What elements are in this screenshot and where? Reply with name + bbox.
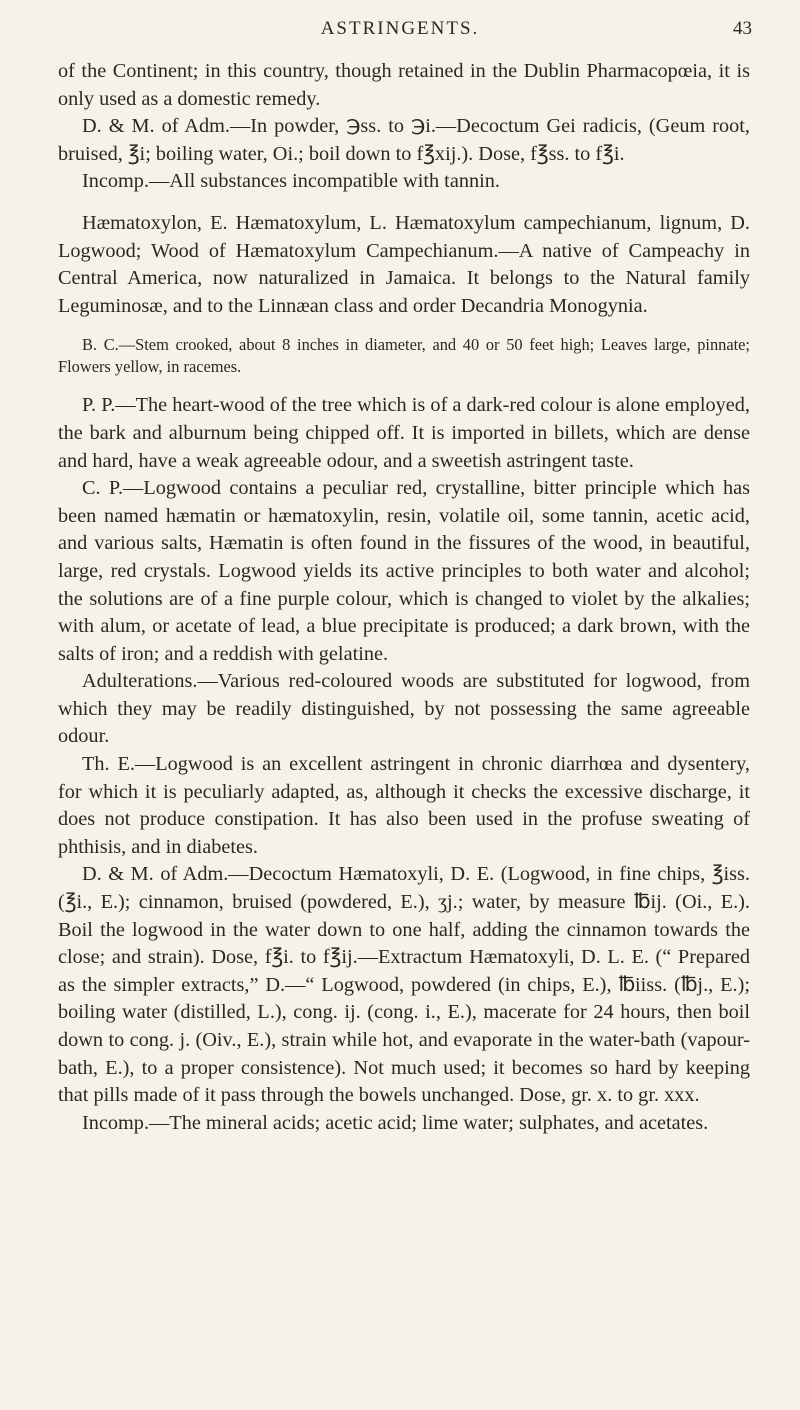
paragraph-incompatibles-logwood: Incomp.—The mineral acids; acetic acid; lime water; sulphates, and acetates. — [82, 1111, 709, 1134]
paragraph-dose-administration-logwood: D. & M. of Adm.—Decoctum Hæmatoxyli, D. E. (Logwood, in fine chips, ℥iss. (℥i., E.); cinnamon, bruised (powdered, E.), ʒj.; water, by measure ℔ij. (Oi., E.). Boil the logwood in the water down to one half, adding the cinnamon towards the close; and strain). Dose, f℥i. to f℥ij.—Extractum Hæmatoxyli, D. L. E. (“ Prepared as the simpler extracts,” D.—“ Logwood, powdered (in chips, E.), ℔iiss. (℔j., E.); boiling water (distilled, L.), cong. ij. (cong. i., E.), macerate for 24 hours, then boil down to cong. j. (Oiv., E.), strain while hot, and evaporate in the water-bath (vapour-bath, E.), to a proper consistence). Not much used; it becomes so hard by keeping that pills made of it pass through the bowels unchanged. Dose, gr. x. to gr. xxx. — [58, 863, 750, 1107]
body-text — [58, 58, 750, 1137]
page-header — [0, 16, 800, 48]
paragraph-adulterations: Adulterations.—Various red-coloured woods are substituted for logwood, from which they may be readily distinguished, by not possessing the same agreeable odour. — [58, 670, 750, 748]
paragraph-continuation: of the Continent; in this country, though retained in the Dublin Pharmacopœia, it is only used as a domestic remedy. — [58, 60, 750, 110]
page-number: 43 — [733, 18, 752, 39]
paragraph-incompatibles-geum: Incomp.—All substances incompatible with tannin. — [82, 170, 500, 193]
paragraph-physical-properties: P. P.—The heart-wood of the tree which is of a dark-red colour is alone employed, the bark and alburnum being chipped off. It is imported in billets, which are dense and hard, have a weak agreeable odour, and a sweetish astringent taste. — [58, 394, 750, 472]
paragraph-therapeutic-effects: Th. E.—Logwood is an excellent astringent in chronic diarrhœa and dysentery, for which it is peculiarly adapted, as, although it checks the excessive discharge, it does not produce constipation. It has also been used in the profuse sweating of phthisis, and in diabetes. — [58, 753, 750, 858]
running-title: ASTRINGENTS. — [320, 18, 480, 39]
paragraph-haematoxylon-heading: Hæmatoxylon, E. Hæmatoxylum, L. Hæmatoxylum campechianum, lignum, D. Logwood; Wood of Hæmatoxylum Campechianum.—A native of Campeachy in Central America, now naturalized in Jamaica. It belongs to the Natural family Leguminosæ, and to the Linnæan class and order Decandria Monogynia. — [58, 211, 750, 317]
paragraph-chemical-properties: C. P.—Logwood contains a peculiar red, crystalline, bitter principle which has been named hæmatin or hæmatoxylin, resin, volatile oil, some tannin, acetic acid, and various salts, Hæmatin is often found in the fissures of the wood, in beautiful, large, red crystals. Logwood yields its active principles to both water and alcohol; the solutions are of a fine purple colour, which is changed to violet by the alkalies; with alum, or acetate of lead, a blue precipitate is produced; a dark brown, with the salts of iron; and a reddish with gelatine. — [58, 477, 750, 665]
paragraph-botanical-characters: B. C.—Stem crooked, about 8 inches in diameter, and 40 or 50 feet high; Leaves large, pinnate; Flowers yellow, in racemes. — [58, 335, 750, 377]
paragraph-dose-administration-geum: D. & M. of Adm.—In powder, ℈ss. to ℈i.—Decoctum Gei radicis, (Geum root, bruised, ℥i; boiling water, Oi.; boil down to f℥xij.). Dose, f℥ss. to f℥i. — [58, 115, 750, 165]
